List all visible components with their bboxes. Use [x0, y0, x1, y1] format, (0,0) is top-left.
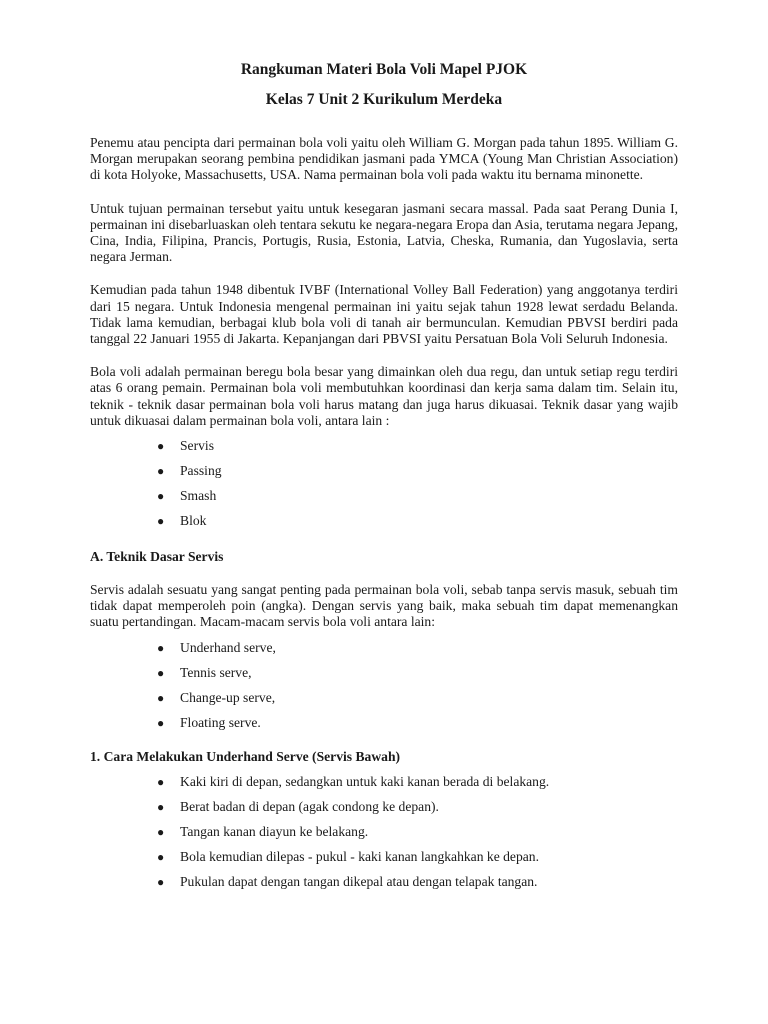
- list-item: ● Tennis serve,: [157, 664, 252, 680]
- bullet-icon: ●: [157, 665, 165, 680]
- list-item: ● Change-up serve,: [157, 689, 276, 705]
- bullet-icon: ●: [157, 489, 165, 504]
- paragraph-history-inventor: Penemu atau pencipta dari permainan bola voli yaitu oleh William G. Morgan pada tahun 1895. William G. Morgan merupakan seorang pembina pendidikan jasmani pada YMCA (Young Man Christian Association) di kota Holyoke, Massachusetts, USA. Nama permainan bola voli pada waktu itu bernama minonette.: [90, 135, 678, 183]
- bullet-icon: ●: [157, 774, 165, 789]
- subheading-underhand-serve: 1. Cara Melakukan Underhand Serve (Servis Bawah): [90, 748, 401, 764]
- bullet-icon: ●: [157, 439, 165, 454]
- list-item: ● Pukulan dapat dengan tangan dikepal atau dengan telapak tangan.: [157, 873, 538, 889]
- bullet-icon: ●: [157, 514, 165, 529]
- list-item: ● Blok: [157, 513, 207, 529]
- list-item: ● Smash: [157, 488, 217, 504]
- document-subtitle: Kelas 7 Unit 2 Kurikulum Merdeka: [265, 91, 503, 108]
- document-page: [90, 56, 678, 890]
- bullet-icon: ●: [157, 715, 165, 730]
- bullet-icon: ●: [157, 464, 165, 479]
- list-item: ● Underhand serve,: [157, 639, 276, 655]
- list-item: ● Berat badan di depan (agak condong ke depan).: [157, 798, 439, 814]
- paragraph-history-indonesia: Kemudian pada tahun 1948 dibentuk IVBF (International Volley Ball Federation) yang anggotanya terdiri dari 15 negara. Untuk Indonesia mengenal permainan ini yaitu sejak tahun 1928 lewat serdadu Belanda. Tidak lama kemudian, berbagai klub bola voli di tanah air bermunculan. Kemudian PBVSI berdiri pada tanggal 22 Januari 1955 di Jakarta. Kepanjangan dari PBVSI yaitu Persatuan Bola Voli Seluruh Indonesia.: [90, 282, 678, 347]
- basic-techniques-list: [90, 438, 678, 529]
- section-heading-servis: A. Teknik Dasar Servis: [90, 549, 224, 565]
- list-item: ● Tangan kanan diayun ke belakang.: [157, 823, 369, 839]
- underhand-steps-list: [90, 774, 678, 890]
- bullet-icon: ●: [157, 690, 165, 705]
- bullet-icon: ●: [157, 874, 165, 889]
- list-item: ● Floating serve.: [157, 714, 261, 730]
- bullet-icon: ●: [157, 640, 165, 655]
- list-item: ● Servis: [157, 438, 214, 454]
- paragraph-servis: Servis adalah sesuatu yang sangat penting pada permainan bola voli, sebab tanpa servis masuk, sebuah tim tidak dapat memperoleh poin (angka). Dengan servis yang baik, maka sebuah tim dapat memenangkan suatu pertandingan. Macam-macam servis bola voli antara lain:: [90, 582, 678, 630]
- list-item: ● Bola kemudian dilepas - pukul - kaki kanan langkahkan ke depan.: [157, 848, 539, 864]
- serve-types-list: [90, 640, 678, 731]
- list-item: ● Kaki kiri di depan, sedangkan untuk kaki kanan berada di belakang.: [157, 773, 550, 789]
- paragraph-volleyball-definition: Bola voli adalah permainan beregu bola besar yang dimainkan oleh dua regu, dan untuk setiap regu terdiri atas 6 orang pemain. Permainan bola voli membutuhkan koordinasi dan kerja sama dalam tim. Selain itu, teknik - teknik dasar permainan bola voli harus matang dan juga harus dikuasai. Teknik dasar yang wajib untuk dikuasai dalam permainan bola voli, antara lain :: [90, 364, 678, 428]
- bullet-icon: ●: [157, 824, 165, 839]
- paragraph-history-spread: Untuk tujuan permainan tersebut yaitu untuk kesegaran jasmani secara massal. Pada saat Perang Dunia I, permainan ini disebarluaskan oleh tentara sekutu ke negara-negara Eropa dan Asia, terutama negara Jepang, Cina, India, Filipina, Prancis, Portugis, Rusia, Estonia, Latvia, Cheska, Rumania, dan Yugoslavia, serta negara Jerman.: [90, 200, 678, 265]
- bullet-icon: ●: [157, 799, 165, 814]
- document-title: Rangkuman Materi Bola Voli Mapel PJOK: [240, 61, 528, 78]
- list-item: ● Passing: [157, 463, 222, 479]
- bullet-icon: ●: [157, 849, 165, 864]
